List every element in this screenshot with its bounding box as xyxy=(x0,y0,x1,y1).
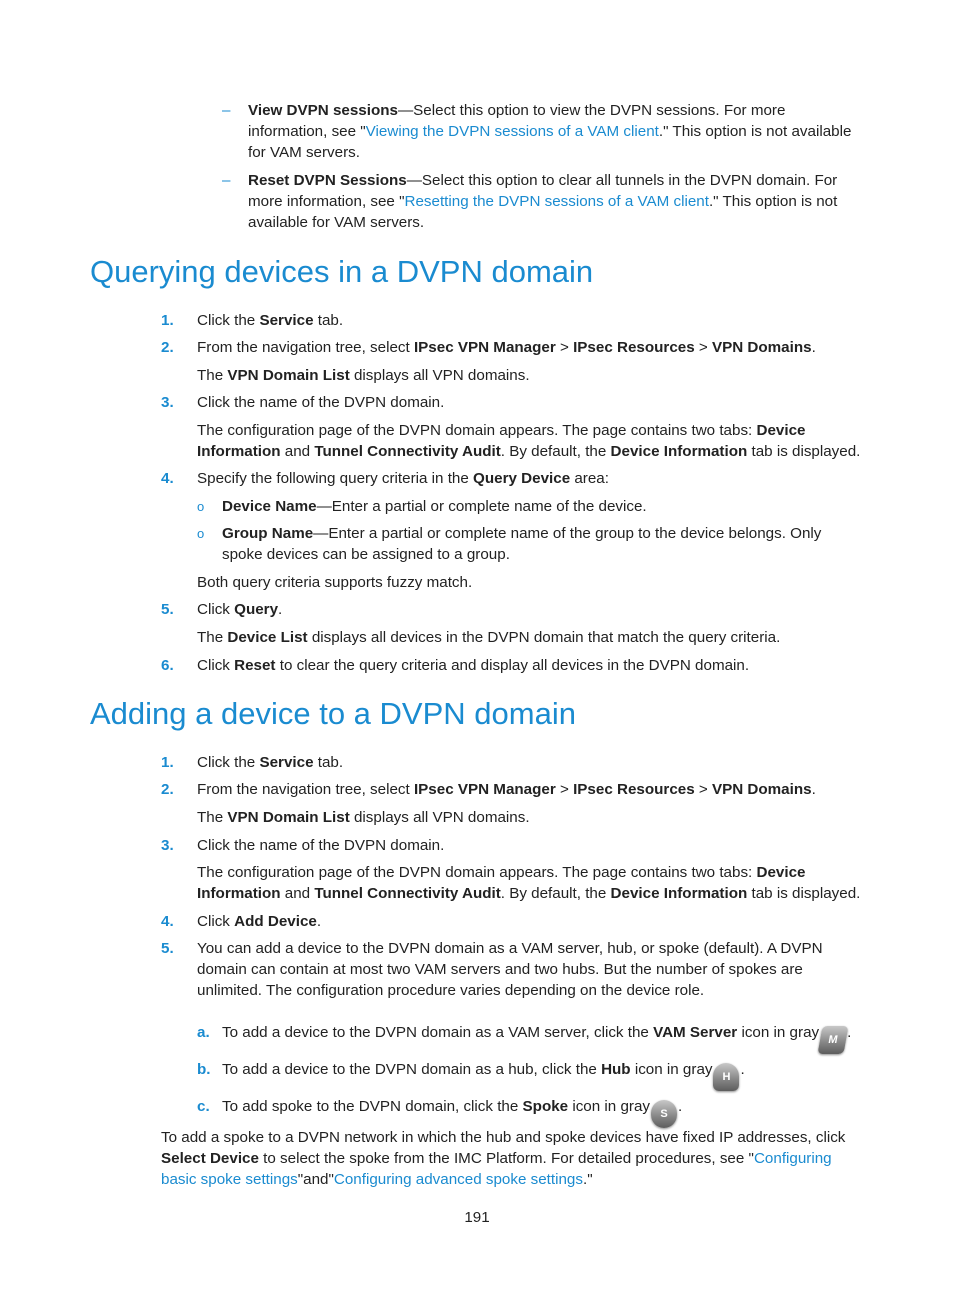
substep-letter: b. xyxy=(197,1061,211,1078)
step-number: 5. xyxy=(161,940,174,957)
step-text: Click the name of the DVPN domain. xyxy=(197,394,445,411)
step-text: Click Add Device. xyxy=(197,913,322,930)
step-note: The VPN Domain List displays all VPN domains. xyxy=(197,367,530,384)
step-number: 2. xyxy=(161,781,174,798)
hub-icon[interactable]: H xyxy=(713,1063,739,1091)
step-note: The configuration page of the DVPN domain appears. The page contains two tabs: Device Information and Tunnel Connectivity Audit. By default, the Device Information tab is displayed. xyxy=(197,422,861,460)
option-name: View DVPN sessions xyxy=(248,102,398,119)
dash-bullet: – xyxy=(222,102,231,119)
vam-server-icon[interactable]: M xyxy=(818,1026,849,1054)
step-note: The VPN Domain List displays all VPN domains. xyxy=(197,809,530,826)
step-number: 1. xyxy=(161,312,174,329)
step-note: The configuration page of the DVPN domain appears. The page contains two tabs: Device Information and Tunnel Connectivity Audit. By default, the Device Information tab is displayed. xyxy=(197,864,861,902)
step-note: The Device List displays all devices in the DVPN domain that match the query criteria. xyxy=(197,629,781,646)
step-text: Click Query. xyxy=(197,601,283,618)
item-text: ." This option is not available for VAM servers. xyxy=(248,123,852,161)
option-name: Reset DVPN Sessions xyxy=(248,172,407,189)
page-number: 191 xyxy=(464,1209,490,1226)
item-text: —Select this option to view the DVPN sessions. For more information, see " xyxy=(248,102,786,140)
step-text: From the navigation tree, select IPsec VPN Manager > IPsec Resources > VPN Domains. xyxy=(197,339,816,356)
substep-letter: a. xyxy=(197,1024,210,1041)
step-number: 2. xyxy=(161,339,174,356)
step-text: From the navigation tree, select IPsec VPN Manager > IPsec Resources > VPN Domains. xyxy=(197,781,816,798)
step-text: Specify the following query criteria in the Query Device area: xyxy=(197,470,609,487)
criteria-group-name: Group Name—Enter a partial or complete name of the group to the device belongs. Only spoke devices can be assigned to a group. xyxy=(222,525,822,563)
step-text: You can add a device to the DVPN domain as a VAM server, hub, or spoke (default). A DVPN domain can contain at most two VAM servers and two hubs. But the number of spokes are unlimited. The configuration procedure varies depending on the device role. xyxy=(197,940,823,999)
substep-spoke: To add spoke to the DVPN domain, click the Spoke icon in gray S . xyxy=(222,1096,882,1128)
step-number: 3. xyxy=(161,394,174,411)
link-configuring-basic-spoke[interactable]: Configuring basic spoke settings xyxy=(161,1150,832,1188)
link-resetting-dvpn-sessions[interactable]: Resetting the DVPN sessions of a VAM client xyxy=(404,193,709,210)
circle-bullet: o xyxy=(197,499,205,514)
step-number: 4. xyxy=(161,913,174,930)
link-viewing-dvpn-sessions[interactable]: Viewing the DVPN sessions of a VAM client xyxy=(365,123,659,140)
step-number: 1. xyxy=(161,754,174,771)
step-text: Click Reset to clear the query criteria and display all devices in the DVPN domain. xyxy=(197,657,750,674)
criteria-device-name: Device Name—Enter a partial or complete name of the device. xyxy=(222,498,647,515)
substep-letter: c. xyxy=(197,1098,210,1115)
spoke-icon[interactable]: S xyxy=(651,1100,677,1128)
section-heading-querying: Querying devices in a DVPN domain xyxy=(90,254,594,289)
section-heading-adding: Adding a device to a DVPN domain xyxy=(90,696,576,731)
dash-bullet: – xyxy=(222,172,231,189)
item-text: ." This option is not available for VAM servers. xyxy=(248,193,838,231)
step-text: Click the name of the DVPN domain. xyxy=(197,837,445,854)
step-number: 3. xyxy=(161,837,174,854)
step-text: Click the Service tab. xyxy=(197,754,344,771)
step-note: Both query criteria supports fuzzy match. xyxy=(197,574,473,591)
closing-paragraph: To add a spoke to a DVPN network in which the hub and spoke devices have fixed IP addresses, click Select Device to select the spoke from the IMC Platform. For detailed procedures, see "Configuring basic spoke settings"and"Configuring advanced spoke settings." xyxy=(161,1129,846,1188)
step-number: 5. xyxy=(161,601,174,618)
substep-vam-server: To add a device to the DVPN domain as a VAM server, click the VAM Server icon in gray M . xyxy=(222,1022,882,1054)
reset-dvpn-sessions-item xyxy=(248,170,868,233)
circle-bullet: o xyxy=(197,526,205,541)
step-number: 6. xyxy=(161,657,174,674)
item-text: —Select this option to clear all tunnels in the DVPN domain. For more information, see " xyxy=(248,172,838,210)
link-configuring-advanced-spoke[interactable]: Configuring advanced spoke settings xyxy=(333,1171,583,1188)
substep-hub: To add a device to the DVPN domain as a hub, click the Hub icon in gray H . xyxy=(222,1059,882,1091)
step-text: Click the Service tab. xyxy=(197,312,344,329)
step-number: 4. xyxy=(161,470,174,487)
view-dvpn-sessions-item xyxy=(248,100,868,163)
